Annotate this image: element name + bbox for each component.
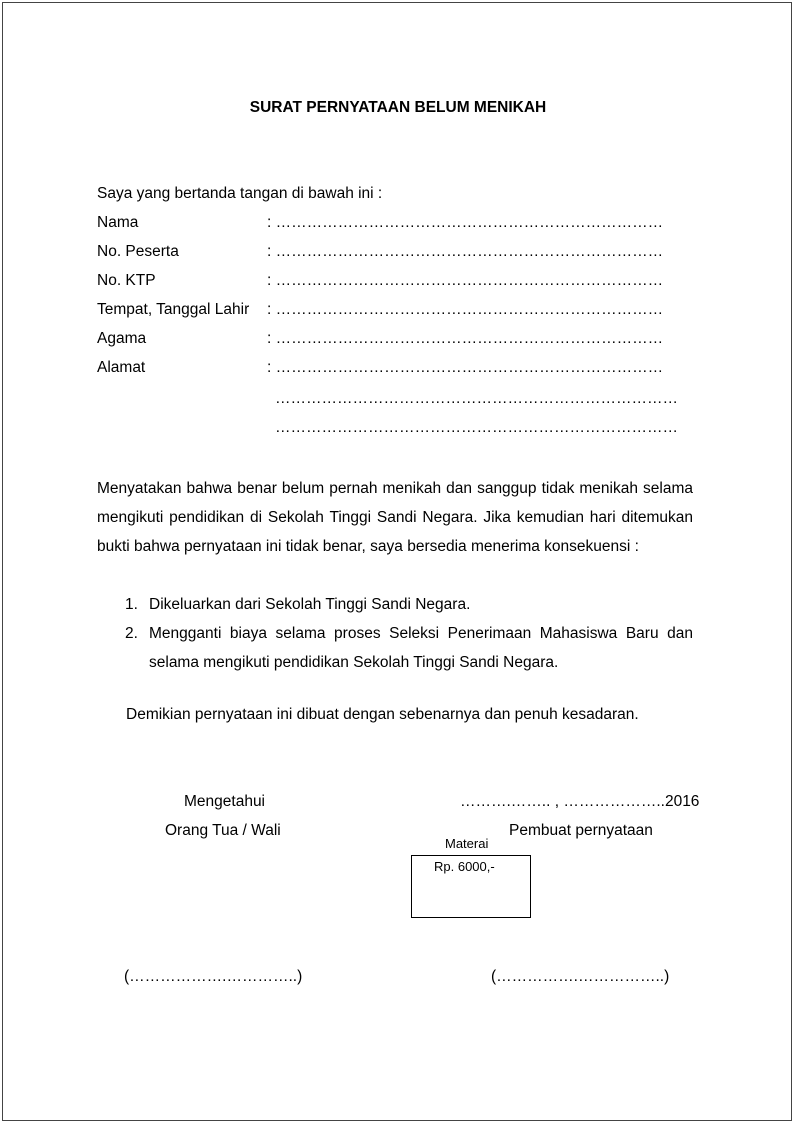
document-title: SURAT PERNYATAAN BELUM MENIKAH bbox=[249, 99, 547, 116]
right-signature-place-date: ……….…….. , ………………..2016 bbox=[460, 793, 700, 810]
list-item-text: Dikeluarkan dari Sekolah Tinggi Sandi Negara. bbox=[149, 596, 471, 613]
field-value-alamat-line-2: …………………………………………………………………… bbox=[275, 390, 678, 407]
field-value-nama: : ………………………………………………………………… bbox=[267, 214, 664, 231]
field-value-agama: : ………………………………………………………………… bbox=[267, 330, 664, 347]
field-label-no-ktp: No. KTP bbox=[97, 272, 156, 289]
left-signature-name-line: (……………….…………..) bbox=[124, 968, 303, 985]
field-label-alamat: Alamat bbox=[97, 359, 146, 376]
list-item-number: 1. bbox=[125, 596, 138, 613]
list-item-number: 2. bbox=[125, 625, 138, 642]
field-label-agama: Agama bbox=[97, 330, 147, 347]
field-label-ttl: Tempat, Tanggal Lahir bbox=[97, 301, 250, 318]
stamp-value: Rp. 6000,- bbox=[434, 859, 495, 874]
intro-text: Saya yang bertanda tangan di bawah ini : bbox=[97, 185, 383, 202]
left-signature-heading: Mengetahui bbox=[184, 793, 266, 810]
field-value-alamat-line-3: …………………………………………………………………… bbox=[275, 419, 678, 436]
field-value-no-peserta: : ………………………………………………………………… bbox=[267, 243, 664, 260]
field-value-no-ktp: : ………………………………………………………………… bbox=[267, 272, 664, 289]
stamp-label: Materai bbox=[445, 836, 489, 851]
document-page bbox=[2, 2, 792, 1121]
field-value-alamat: : ………………………………………………………………… bbox=[267, 359, 664, 376]
field-label-nama: Nama bbox=[97, 214, 139, 231]
list-item bbox=[97, 619, 693, 677]
list-item bbox=[97, 590, 693, 619]
list-item-text: Mengganti biaya selama proses Seleksi Penerimaan Mahasiswa Baru dan selama mengikuti pendidikan Sekolah Tinggi Sandi Negara. bbox=[149, 625, 693, 671]
left-signature-role: Orang Tua / Wali bbox=[165, 822, 281, 839]
right-signature-role: Pembuat pernyataan bbox=[509, 822, 653, 839]
consequence-list bbox=[97, 590, 693, 677]
closing-text: Demikian pernyataan ini dibuat dengan sebenarnya dan penuh kesadaran. bbox=[126, 706, 639, 723]
statement-paragraph: Menyatakan bahwa benar belum pernah menikah dan sanggup tidak menikah selama mengikuti pendidikan di Sekolah Tinggi Sandi Negara. Jika kemudian hari ditemukan bukti bahwa pernyataan ini tidak benar, saya bersedia menerima konsekuensi : bbox=[97, 480, 693, 555]
field-value-ttl: : ………………………………………………………………… bbox=[267, 301, 664, 318]
right-signature-name-line: (…………….……………..) bbox=[491, 968, 670, 985]
field-label-no-peserta: No. Peserta bbox=[97, 243, 179, 260]
